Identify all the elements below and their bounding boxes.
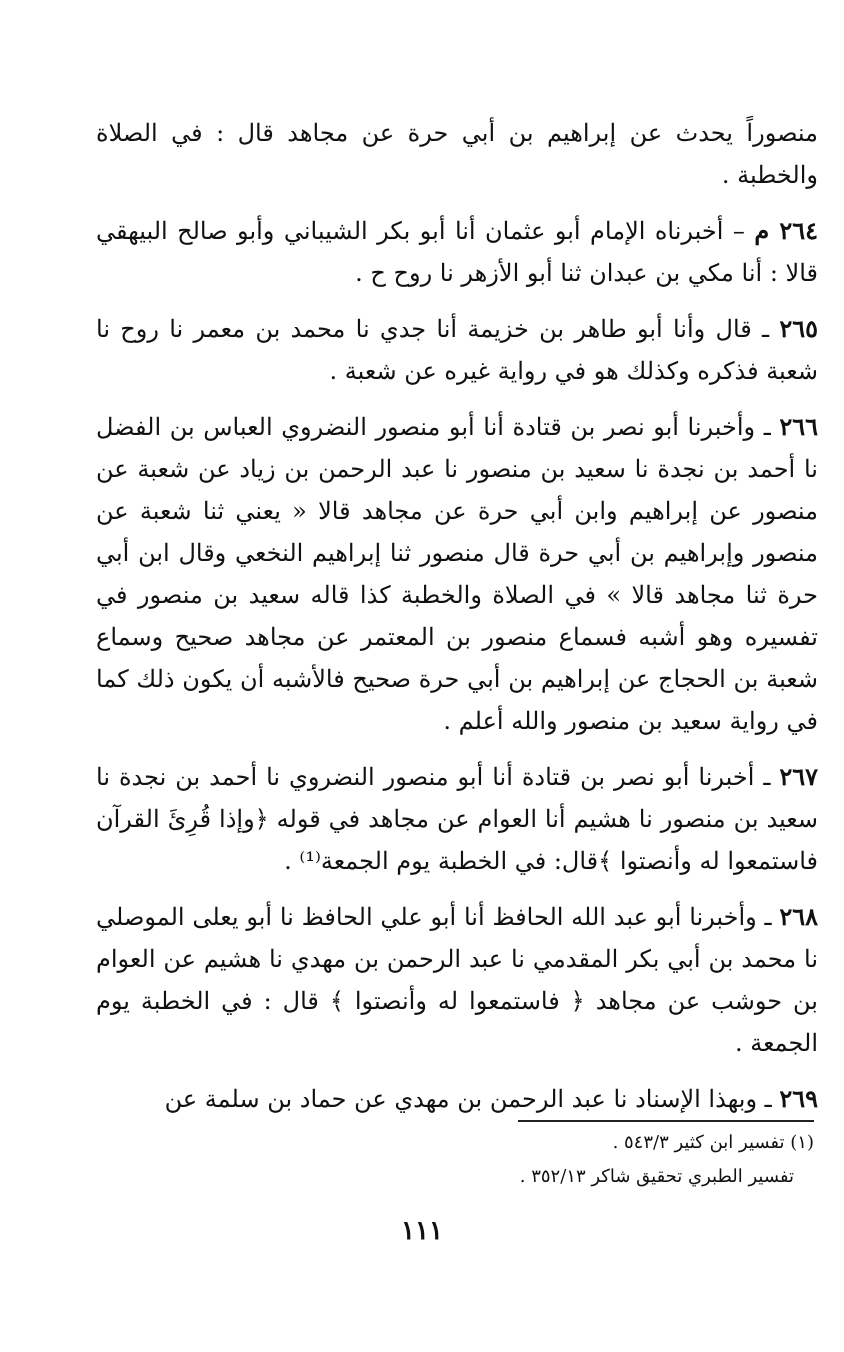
paragraph-number: ٢٦٨ — [779, 902, 818, 931]
paragraph-text: ـ وأخبرنا أبو نصر بن قتادة أنا أبو منصور النضروي العباس بن الفضل نا أحمد بن نجدة نا سعيد بن منصور نا عبد الرحمن بن زياد عن شعبة عن منصور عن إبراهيم وابن أبي حرة عن مجاهد قالا « يعني ثنا شعبة عن منصور وإبراهيم بن أبي حرة قال منصور ثنا إبراهيم النخعي وقال ابن أبي حرة ثنا مجاهد قالا » في الصلاة والخطبة كذا قاله سعيد بن منصور في تفسيره وهو أشبه فسماع منصور بن المعتمر عن مجاهد صحيح وسماع شعبة بن الحجاج عن إبراهيم بن أبي حرة صحيح فالأشبه أن يكون ذلك كما في رواية سعيد بن منصور والله أعلم . — [96, 413, 818, 735]
page-number: ١١١ — [401, 1216, 443, 1246]
paragraph-text: – أخبرناه الإمام أبو عثمان أنا أبو بكر الشيباني وأبو صالح البيهقي قالا : أنا مكي بن عبدان ثنا أبو الأزهر نا روح ح . — [96, 217, 818, 287]
paragraph-number: ٢٦٥ — [779, 314, 818, 343]
paragraph-text: ـ قال وأنا أبو طاهر بن خزيمة أنا جدي نا محمد بن معمر نا روح نا شعبة فذكره وكذلك هو في رواية غيره عن شعبة . — [96, 315, 818, 385]
footnote-1-continuation: تفسير الطبري تحقيق شاكر ٣٥٢/١٣ . — [519, 1166, 794, 1187]
paragraph-265 — [96, 308, 818, 392]
paragraph-264 — [96, 210, 818, 294]
paragraph-text: منصوراً يحدث عن إبراهيم بن أبي حرة عن مجاهد قال : في الصلاة والخطبة . — [96, 119, 818, 189]
paragraph-number: ٢٦٩ — [779, 1084, 818, 1113]
paragraph-266 — [96, 406, 818, 742]
paragraph-text: ـ وبهذا الإسناد نا عبد الرحمن بن مهدي عن حماد بن سلمة عن — [164, 1085, 780, 1113]
paragraph-267 — [96, 756, 818, 882]
paragraph-text: ـ أخبرنا أبو نصر بن قتادة أنا أبو منصور النضروي نا أحمد بن نجدة نا سعيد بن منصور نا هشيم أنا العوام عن مجاهد في قوله ﴿وإذا قُرِئَ القرآن فاستمعوا له وأنصتوا ﴾قال: في الخطبة يوم الجمعة⁽¹⁾ . — [96, 763, 818, 875]
paragraph-269 — [96, 1078, 818, 1120]
body-text — [96, 112, 818, 1134]
footnote-1: (١) تفسير ابن كثير ٥٤٣/٣ . — [612, 1132, 814, 1153]
paragraph-number: ٢٦٦ — [779, 412, 819, 441]
paragraph-continuation — [96, 112, 818, 196]
paragraph-number: ٢٦٧ — [779, 762, 818, 791]
footnote-divider — [518, 1120, 814, 1122]
footnotes — [380, 1126, 814, 1194]
paragraph-text: ـ وأخبرنا أبو عبد الله الحافظ أنا أبو علي الحافظ نا أبو يعلى الموصلي نا محمد بن أبي بكر المقدمي نا عبد الرحمن بن مهدي نا هشيم عن العوام بن حوشب عن مجاهد ﴿ فاستمعوا له وأنصتوا ﴾ قال : في الخطبة يوم الجمعة . — [96, 903, 818, 1057]
paragraph-number: ٢٦٤ م — [754, 216, 819, 245]
paragraph-268 — [96, 896, 818, 1064]
